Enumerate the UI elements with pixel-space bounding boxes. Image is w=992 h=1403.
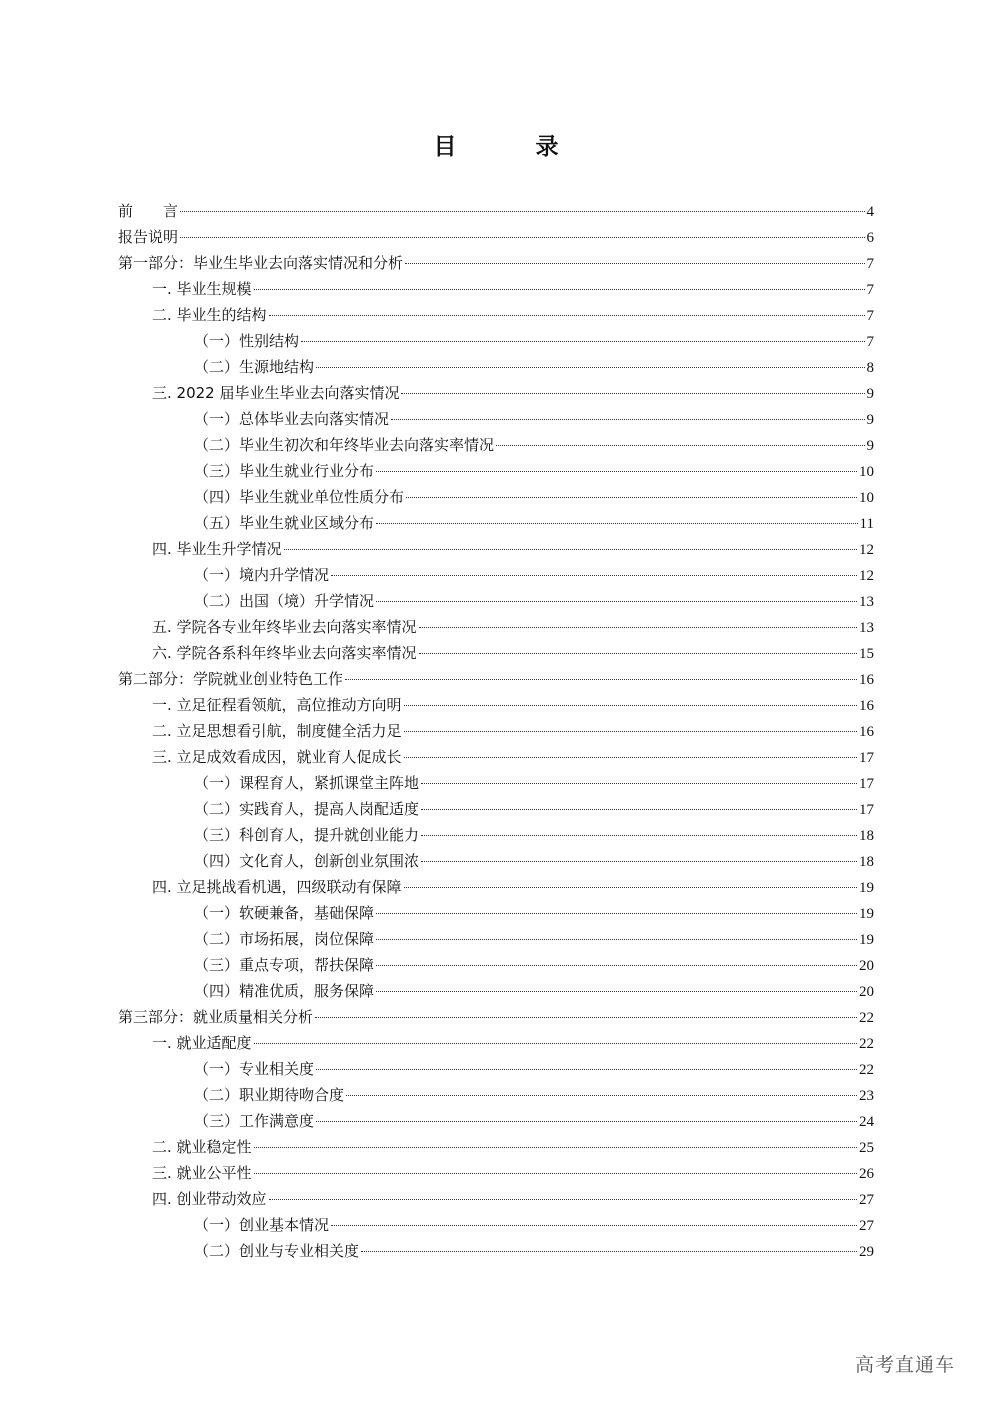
toc-entry-page-number: 9	[866, 412, 874, 428]
toc-entry[interactable]	[118, 1186, 874, 1212]
toc-leader-dots	[331, 575, 857, 576]
toc-leader-dots	[254, 1173, 857, 1174]
toc-entry[interactable]	[118, 302, 874, 328]
toc-entry[interactable]	[118, 926, 874, 952]
toc-entry-page-number: 13	[859, 594, 874, 610]
toc-leader-dots	[269, 315, 865, 316]
toc-leader-dots	[254, 289, 865, 290]
toc-entry-page-number: 18	[859, 854, 874, 870]
toc-leader-dots	[376, 523, 858, 524]
toc-entry[interactable]	[118, 718, 874, 744]
toc-entry-page-number: 27	[859, 1192, 874, 1208]
toc-entry-label: （三）科创育人，提升就创业能力	[194, 826, 420, 844]
toc-entry-label: （二）毕业生初次和年终毕业去向落实率情况	[194, 436, 495, 454]
toc-leader-dots	[284, 549, 857, 550]
toc-leader-dots	[419, 627, 857, 628]
toc-entry-label: 四. 毕业生升学情况	[152, 540, 282, 558]
toc-leader-dots	[376, 991, 857, 992]
toc-entry-page-number: 17	[859, 750, 874, 766]
toc-entry-label: （三）重点专项，帮扶保障	[194, 956, 375, 974]
toc-leader-dots	[404, 887, 857, 888]
toc-entry[interactable]	[118, 874, 874, 900]
toc-leader-dots	[419, 653, 857, 654]
toc-entry[interactable]	[118, 1134, 874, 1160]
toc-entry-label: 一. 就业适配度	[152, 1034, 252, 1052]
toc-entry-page-number: 9	[866, 438, 874, 454]
toc-entry-label: 一. 毕业生规模	[152, 280, 252, 298]
toc-leader-dots	[376, 913, 857, 914]
toc-entry[interactable]	[118, 380, 874, 406]
toc-entry[interactable]	[118, 666, 874, 692]
toc-entry-label: （四）精准优质，服务保障	[194, 982, 375, 1000]
toc-entry-page-number: 18	[859, 828, 874, 844]
toc-entry-label: 二. 就业稳定性	[152, 1138, 252, 1156]
toc-entry[interactable]	[118, 1212, 874, 1238]
toc-entry-page-number: 19	[859, 932, 874, 948]
toc-entry-page-number: 22	[859, 1010, 874, 1026]
toc-entry-label: （一）专业相关度	[194, 1060, 315, 1078]
toc-entry-page-number: 17	[859, 776, 874, 792]
toc-entry[interactable]	[118, 224, 874, 250]
toc-entry[interactable]	[118, 276, 874, 302]
toc-entry-page-number: 11	[859, 516, 874, 532]
toc-leader-dots	[316, 1121, 857, 1122]
toc-entry-page-number: 22	[859, 1036, 874, 1052]
toc-leader-dots	[391, 419, 864, 420]
toc-entry-label: 第三部分：就业质量相关分析	[118, 1008, 314, 1026]
toc-entry-page-number: 9	[866, 386, 874, 402]
toc-entry[interactable]	[118, 536, 874, 562]
toc-entry[interactable]	[118, 822, 874, 848]
toc-entry-label: 二. 立足思想看引航，制度健全活力足	[152, 722, 402, 740]
toc-leader-dots	[421, 835, 857, 836]
toc-entry-page-number: 17	[859, 802, 874, 818]
toc-entry-label: 四. 立足挑战看机遇，四级联动有保障	[152, 878, 402, 896]
toc-entry-label: 三. 就业公平性	[152, 1164, 252, 1182]
toc-entry-label: 六. 学院各系科年终毕业去向落实率情况	[152, 644, 417, 662]
toc-leader-dots	[401, 393, 864, 394]
toc-entry-page-number: 19	[859, 880, 874, 896]
toc-entry[interactable]	[118, 1056, 874, 1082]
toc-entry[interactable]	[118, 1030, 874, 1056]
toc-entry[interactable]	[118, 328, 874, 354]
toc-entry-label: （一）境内升学情况	[194, 566, 330, 584]
toc-leader-dots	[180, 237, 864, 238]
toc-entry-label: 第二部分：学院就业创业特色工作	[118, 670, 344, 688]
toc-entry-label: 五. 学院各专业年终毕业去向落实率情况	[152, 618, 417, 636]
toc-entry-page-number: 6	[866, 230, 874, 246]
toc-leader-dots	[376, 965, 857, 966]
toc-entry[interactable]	[118, 354, 874, 380]
toc-leader-dots	[316, 1069, 857, 1070]
toc-entry-label: （四）毕业生就业单位性质分布	[194, 488, 405, 506]
toc-entry-label: 四. 创业带动效应	[152, 1190, 267, 1208]
toc-leader-dots	[316, 367, 864, 368]
toc-entry[interactable]	[118, 692, 874, 718]
toc-entry-label: （二）职业期待吻合度	[194, 1086, 345, 1104]
toc-entry-label: （一）软硬兼备，基础保障	[194, 904, 375, 922]
toc-entry-page-number: 7	[866, 334, 874, 350]
toc-leader-dots	[376, 939, 857, 940]
toc-entry-label: （一）性别结构	[194, 332, 300, 350]
toc-entry[interactable]	[118, 1004, 874, 1030]
toc-entry-page-number: 25	[859, 1140, 874, 1156]
toc-entry-label: （一）创业基本情况	[194, 1216, 330, 1234]
toc-entry-label: 三. 2022 届毕业生毕业去向落实情况	[152, 384, 400, 402]
toc-entry[interactable]	[118, 900, 874, 926]
toc-entry-label: （三）工作满意度	[194, 1112, 315, 1130]
toc-entry-page-number: 19	[859, 906, 874, 922]
toc-entry-label: 一. 立足征程看领航，高位推动方向明	[152, 696, 402, 714]
toc-entry-label: （一）总体毕业去向落实情况	[194, 410, 390, 428]
toc-entry[interactable]	[118, 432, 874, 458]
toc-entry-page-number: 23	[859, 1088, 874, 1104]
toc-entry[interactable]	[118, 1108, 874, 1134]
toc-entry-label: （二）实践育人，提高人岗配适度	[194, 800, 420, 818]
toc-leader-dots	[301, 341, 864, 342]
toc-entry-page-number: 16	[859, 698, 874, 714]
toc-leader-dots	[421, 861, 857, 862]
toc-entry-page-number: 24	[859, 1114, 874, 1130]
toc-entry[interactable]	[118, 614, 874, 640]
toc-entry[interactable]	[118, 1082, 874, 1108]
toc-entry-label: 二. 毕业生的结构	[152, 306, 267, 324]
toc-entry-page-number: 22	[859, 1062, 874, 1078]
toc-entry[interactable]	[118, 744, 874, 770]
toc-entry-label: （二）出国（境）升学情况	[194, 592, 375, 610]
toc-entry-label: 报告说明	[118, 228, 179, 246]
toc-leader-dots	[404, 705, 857, 706]
toc-entry[interactable]	[118, 1238, 874, 1264]
toc-leader-dots	[404, 757, 857, 758]
toc-leader-dots	[496, 445, 864, 446]
toc-entry-label: 前 言	[118, 202, 179, 220]
toc-leader-dots	[404, 731, 857, 732]
toc-entry-page-number: 29	[859, 1244, 874, 1260]
toc-leader-dots	[361, 1251, 857, 1252]
toc-entry-label: 三. 立足成效看成因，就业育人促成长	[152, 748, 402, 766]
toc-entry[interactable]	[118, 796, 874, 822]
toc-leader-dots	[376, 471, 857, 472]
toc-entry-page-number: 12	[859, 542, 874, 558]
toc-entry-page-number: 15	[859, 646, 874, 662]
toc-entry-label: （二）创业与专业相关度	[194, 1242, 360, 1260]
page-title: 目 录	[433, 134, 587, 160]
toc-leader-dots	[406, 497, 857, 498]
toc-entry[interactable]	[118, 562, 874, 588]
toc-leader-dots	[376, 601, 857, 602]
toc-entry[interactable]	[118, 640, 874, 666]
toc-entry[interactable]	[118, 198, 874, 224]
toc-entry-page-number: 26	[859, 1166, 874, 1182]
toc-leader-dots	[346, 1095, 857, 1096]
toc-entry-page-number: 16	[859, 672, 874, 688]
toc-entry-label: （四）文化育人，创新创业氛围浓	[194, 852, 420, 870]
toc-entry-label: 第一部分：毕业生毕业去向落实情况和分析	[118, 254, 404, 272]
toc-entry-label: （二）生源地结构	[194, 358, 315, 376]
toc-entry[interactable]	[118, 406, 874, 432]
toc-leader-dots	[315, 1017, 857, 1018]
watermark-text: 高考直通车	[855, 1354, 956, 1376]
toc-entry-page-number: 8	[866, 360, 874, 376]
toc-entry[interactable]	[118, 978, 874, 1004]
toc-entry[interactable]	[118, 484, 874, 510]
toc-entry-page-number: 4	[866, 204, 874, 220]
toc-leader-dots	[254, 1043, 857, 1044]
toc-leader-dots	[269, 1199, 857, 1200]
table-of-contents	[118, 198, 874, 1264]
toc-entry[interactable]	[118, 848, 874, 874]
toc-entry-page-number: 13	[859, 620, 874, 636]
toc-entry-page-number: 20	[859, 958, 874, 974]
toc-entry[interactable]	[118, 1160, 874, 1186]
toc-entry-page-number: 10	[859, 490, 874, 506]
toc-entry[interactable]	[118, 250, 874, 276]
toc-entry[interactable]	[118, 952, 874, 978]
toc-leader-dots	[331, 1225, 857, 1226]
toc-entry-page-number: 7	[866, 308, 874, 324]
toc-entry[interactable]	[118, 458, 874, 484]
toc-entry[interactable]	[118, 510, 874, 536]
toc-entry-page-number: 27	[859, 1218, 874, 1234]
toc-entry-label: （五）毕业生就业区域分布	[194, 514, 375, 532]
toc-leader-dots	[345, 679, 857, 680]
toc-leader-dots	[421, 783, 857, 784]
toc-entry-label: （三）毕业生就业行业分布	[194, 462, 375, 480]
toc-entry[interactable]	[118, 770, 874, 796]
toc-entry-label: （一）课程育人，紧抓课堂主阵地	[194, 774, 420, 792]
toc-leader-dots	[405, 263, 864, 264]
toc-entry-page-number: 7	[866, 256, 874, 272]
toc-entry-page-number: 20	[859, 984, 874, 1000]
toc-entry-page-number: 12	[859, 568, 874, 584]
toc-entry[interactable]	[118, 588, 874, 614]
toc-entry-label: （二）市场拓展，岗位保障	[194, 930, 375, 948]
toc-entry-page-number: 16	[859, 724, 874, 740]
toc-entry-page-number: 7	[866, 282, 874, 298]
toc-leader-dots	[421, 809, 857, 810]
toc-leader-dots	[254, 1147, 857, 1148]
toc-entry-page-number: 10	[859, 464, 874, 480]
toc-leader-dots	[180, 211, 864, 212]
